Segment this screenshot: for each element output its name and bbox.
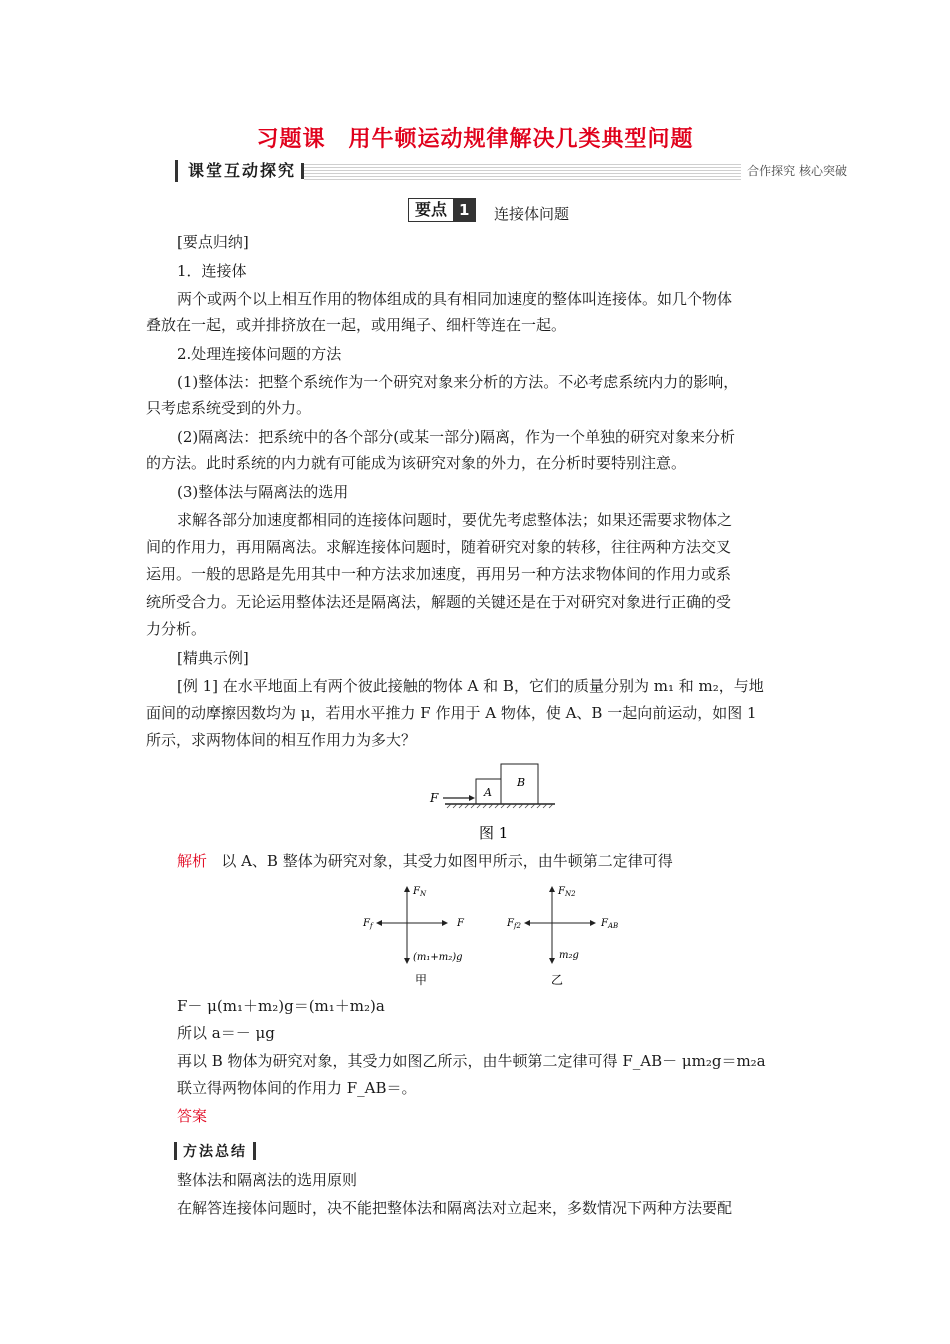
force-arrowhead [469, 795, 475, 801]
method-3-heading: (3)整体法与隔离法的选用 [177, 483, 349, 501]
paragraph-3-line-5: 力分析。 [146, 620, 207, 638]
force-diagrams [355, 878, 635, 993]
yi-left-label: $F_{f2}$ [507, 918, 521, 930]
analysis-label: 解析 [177, 852, 208, 870]
paragraph-3-line-3: 运用。一般的思路是先用其中一种方法求加速度，再用另一种方法求物体间的作用力或系 [146, 565, 732, 583]
paragraph-3-line-1: 求解各部分加速度都相同的连接体问题时，要优先考虑整体法；如果还需要求物体之 [177, 511, 733, 529]
block-b-label: B [517, 776, 526, 789]
jia-top-label: $F_N$ [413, 886, 427, 898]
method-2-line-1: (2)隔离法：把系统中的各个部分(或某一部分)隔离，作为一个单独的研究对象来分析 [177, 428, 735, 446]
diagram-jia [362, 886, 465, 987]
key-point-number: 1 [453, 199, 475, 221]
method-2-line-2: 的方法。此时系统的内力就有可能成为该研究对象的外力，在分析时要特别注意。 [146, 454, 687, 472]
example-heading: [精典示例] [177, 649, 249, 667]
figure-1 [425, 758, 570, 848]
method-1-line-1: (1)整体法：把整个系统作为一个研究对象来分析的方法。不必考虑系统内力的影响， [177, 373, 739, 391]
answer-label: 答案 [177, 1107, 208, 1125]
paragraph-1-line-1: 两个或两个以上相互作用的物体组成的具有相同加速度的整体叫连接体。如几个物体 [177, 290, 733, 308]
jia-right-label: F [457, 918, 464, 929]
jia-left-label: $F_f$ [363, 918, 373, 930]
heading-2: 2.处理连接体问题的方法 [177, 345, 342, 363]
yi-right-label: $F_{AB}$ [601, 918, 619, 930]
paragraph-3-line-2: 间的作用力，再用隔离法。求解连接体问题时，随着研究对象的转移，往往两种方法交叉 [146, 538, 732, 556]
heading-1: 1．连接体 [177, 262, 247, 280]
page-title: 习题课 用牛顿运动规律解决几类典型问题 [256, 127, 694, 152]
analysis-line [177, 851, 673, 871]
equation-3: 再以 B 物体为研究对象，其受力如图乙所示，由牛顿第二定律可得 F_AB－ μm₂g＝m₂a [177, 1052, 766, 1070]
jia-bottom-label: (m₁+m₂)g [413, 952, 463, 963]
example-line-3: 所示，求两物体间的相互作用力为多大？ [146, 731, 417, 749]
force-label: F [430, 791, 439, 805]
paragraph-1-line-2: 叠放在一起，或并排挤放在一起，或用绳子、细杆等连在一起。 [146, 316, 567, 334]
yi-caption: 乙 [551, 973, 564, 987]
method-summary-label: 方法总结 [183, 1144, 247, 1160]
key-point-badge [408, 198, 476, 222]
method-title: 整体法和隔离法的选用原则 [177, 1171, 358, 1189]
banner-left-label: 课堂互动探究 [175, 160, 304, 182]
equation-2: 所以 a＝－ μg [177, 1024, 275, 1042]
example-line-1: [例 1] 在水平地面上有两个彼此接触的物体 A 和 B，它们的质量分别为 m₁ 和 m₂，与地 [177, 677, 764, 695]
key-point-topic: 连接体问题 [494, 205, 570, 223]
figure-1-caption: 图 1 [479, 824, 509, 842]
block-a-label: A [484, 786, 492, 799]
paragraph-3-line-4: 统所受合力。无论运用整体法还是隔离法，解题的关键还是在于对研究对象进行正确的受 [146, 593, 732, 611]
analysis-text: 以 A、B 整体为研究对象，其受力如图甲所示，由牛顿第二定律可得 [221, 852, 673, 870]
jia-caption: 甲 [415, 973, 428, 987]
method-text: 在解答连接体问题时，决不能把整体法和隔离法对立起来，多数情况下两种方法要配 [177, 1199, 733, 1217]
diagram-yi [506, 886, 618, 987]
method-summary-heading [174, 1140, 256, 1162]
banner-right-label: 合作探究 核心突破 [741, 162, 847, 180]
yi-top-label: $F_{N2}$ [558, 886, 576, 898]
equation-4: 联立得两物体间的作用力 F_AB＝。 [177, 1079, 417, 1097]
key-point-label: 要点 [415, 200, 448, 219]
example-line-2: 面间的动摩擦因数均为 μ，若用水平推力 F 作用于 A 物体，使 A、B 一起向前运动，如图 1 [146, 704, 757, 722]
yi-bottom-label: m₂g [559, 950, 579, 961]
equation-1: F－ μ(m₁＋m₂)g＝(m₁＋m₂)a [177, 997, 385, 1015]
method-1-line-2: 只考虑系统受到的外力。 [146, 399, 312, 417]
summary-heading: [要点归纳] [177, 233, 249, 251]
section-banner [175, 160, 847, 182]
